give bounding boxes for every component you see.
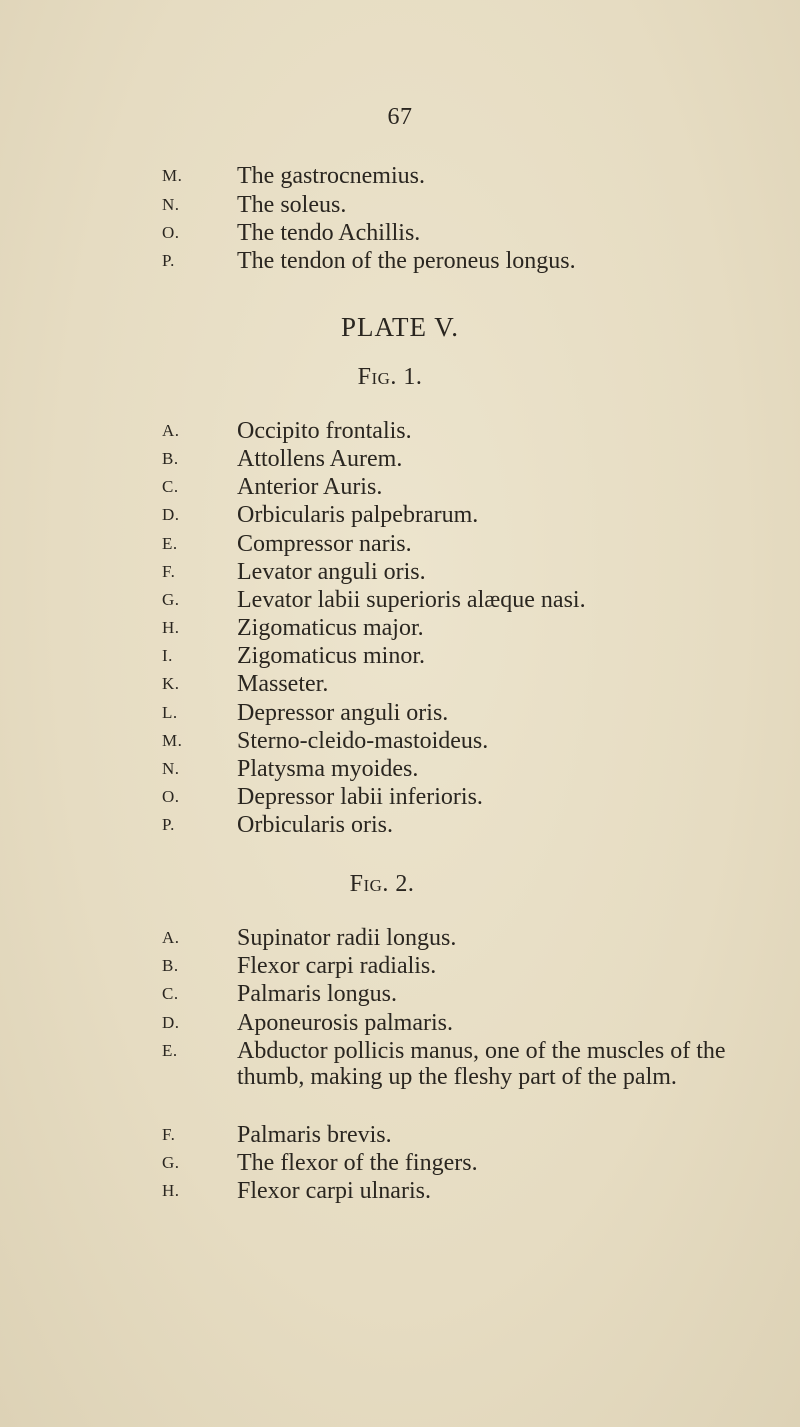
- item-letter: C.: [162, 477, 179, 496]
- page-number: 67: [387, 104, 413, 130]
- item-text: Orbicularis oris.: [237, 812, 393, 838]
- item-text: Compressor naris.: [237, 531, 412, 557]
- item-text: Orbicularis palpebrarum.: [237, 502, 479, 528]
- item-letter: D.: [162, 505, 180, 524]
- item-text: The soleus.: [237, 192, 347, 218]
- item-text: The flexor of the fingers.: [237, 1150, 478, 1176]
- item-text: Palmaris brevis.: [237, 1122, 392, 1148]
- item-text: Depressor labii inferioris.: [237, 784, 483, 810]
- item-text: Zigomaticus minor.: [237, 643, 425, 669]
- item-letter: B.: [162, 956, 179, 975]
- item-letter: G.: [162, 590, 180, 609]
- item-text: Attollens Aurem.: [237, 446, 403, 472]
- item-letter: E.: [162, 1041, 178, 1060]
- item-text: Abductor pollicis manus, one of the muscles of the thumb, making up the fleshy part of the palm.: [237, 1038, 726, 1090]
- item-text: The tendo Achillis.: [237, 220, 421, 246]
- item-text: Flexor carpi ulnaris.: [237, 1178, 431, 1204]
- item-letter: O.: [162, 223, 180, 242]
- item-text: Aponeurosis palmaris.: [237, 1010, 453, 1036]
- item-letter: L.: [162, 703, 178, 722]
- figure-2-heading: Fig. 2.: [349, 871, 415, 897]
- item-letter: P.: [162, 815, 175, 834]
- figure-1-heading: Fig. 1.: [357, 364, 423, 390]
- item-text: Palmaris longus.: [237, 981, 397, 1007]
- item-letter: O.: [162, 787, 180, 806]
- item-text: The tendon of the peroneus longus.: [237, 248, 576, 274]
- item-letter: F.: [162, 562, 176, 581]
- item-letter: N.: [162, 195, 180, 214]
- item-letter: G.: [162, 1153, 180, 1172]
- item-text: The gastrocnemius.: [237, 163, 425, 189]
- item-letter: I.: [162, 646, 173, 665]
- item-letter: F.: [162, 1125, 176, 1144]
- item-letter: H.: [162, 618, 180, 637]
- item-text: Flexor carpi radialis.: [237, 953, 437, 979]
- item-text: Levator labii superioris alæque nasi.: [237, 587, 586, 613]
- item-letter: B.: [162, 449, 179, 468]
- item-letter: P.: [162, 251, 175, 270]
- item-letter: M.: [162, 731, 183, 750]
- item-letter: A.: [162, 928, 180, 947]
- plate-title: PLATE V.: [340, 312, 460, 342]
- item-text: Anterior Auris.: [237, 474, 383, 500]
- item-text: Zigomaticus major.: [237, 615, 424, 641]
- item-text: Levator anguli oris.: [237, 559, 426, 585]
- item-letter: K.: [162, 674, 180, 693]
- item-letter: A.: [162, 421, 180, 440]
- item-letter: D.: [162, 1013, 180, 1032]
- item-text: Depressor anguli oris.: [237, 700, 449, 726]
- item-text: Occipito frontalis.: [237, 418, 412, 444]
- item-letter: H.: [162, 1181, 180, 1200]
- item-letter: E.: [162, 534, 178, 553]
- item-text: Supinator radii longus.: [237, 925, 457, 951]
- item-letter: C.: [162, 984, 179, 1003]
- item-text: Platysma myoides.: [237, 756, 419, 782]
- item-text: Masseter.: [237, 671, 329, 697]
- item-text: Sterno-cleido-mastoideus.: [237, 728, 489, 754]
- item-letter: N.: [162, 759, 180, 778]
- item-letter: M.: [162, 166, 183, 185]
